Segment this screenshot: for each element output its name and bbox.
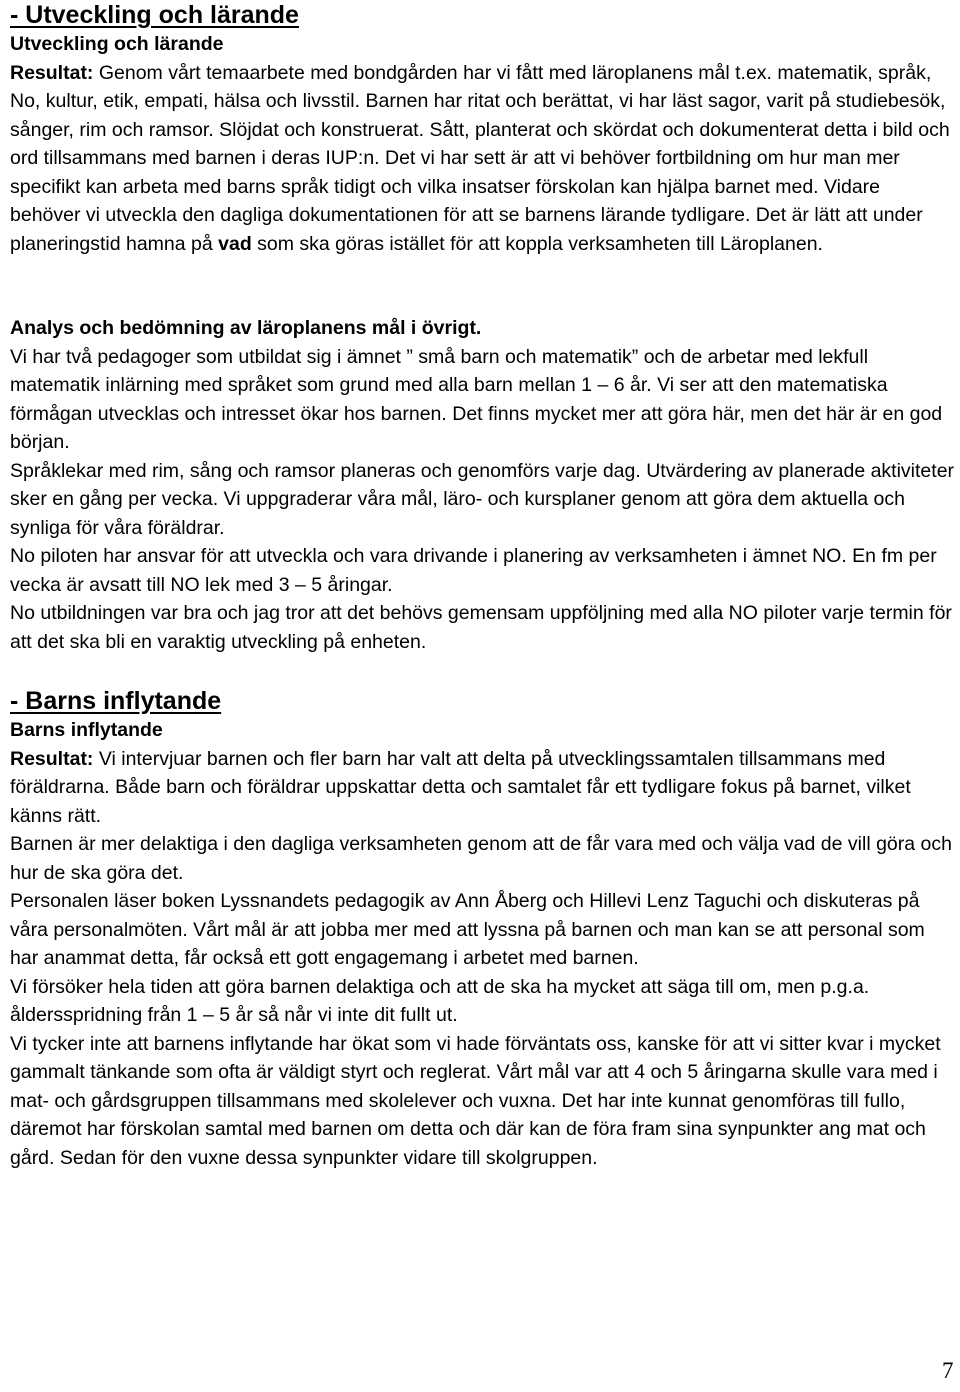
- analys-paragraph: No utbildningen var bra och jag tror att det behövs gemensam uppföljning med alla NO piloter varje termin för att det ska bli en varaktig utveckling på enheten.: [10, 602, 952, 653]
- page-number: 7: [942, 1358, 954, 1383]
- analys-paragraph: Språklekar med rim, sång och ramsor planeras och genomförs varje dag. Utvärdering av planerade aktiviteter sker en gång per vecka. Vi uppgraderar våra mål, läro- och kursplaner genom att göra dem aktuella och synliga för våra föräldrar.: [10, 459, 955, 539]
- section-heading-utveckling: - Utveckling och lärande: [10, 1, 299, 29]
- analys-paragraph: No piloten har ansvar för att utveckla och vara drivande i planering av verksamheten i ämnet NO. En fm per vecka är avsatt till NO lek med 3 – 5 åringar.: [10, 545, 937, 596]
- result-label: Resultat:: [10, 61, 94, 84]
- inflytande-paragraph: Vi tycker inte att barnens inflytande har ökat som vi hade förväntats oss, kanske för att vi sitter kvar i mycket gammalt tänkande som ofta är väldigt styrt och reglerat. Vårt mål var att 4 och 5 åringarna skulle vara med i mat- och gårdsgruppen tillsammans med skolelever och vuxna. Det har inte kunnat genomföras till fullo, däremot har förskolan samtal med barnen om detta och där kan de föra fram sina synpunkter ang mat och gård. Sedan för den vuxne dessa synpunkter vidare till skolgruppen.: [10, 1032, 941, 1169]
- section-analys: [10, 314, 955, 656]
- inflytande-paragraph: Vi försöker hela tiden att göra barnen delaktiga och att de ska ha mycket att säga till om, men p.g.a. åldersspridning från 1 – 5 år så når vi inte dit fullt ut.: [10, 975, 870, 1026]
- subheading-utveckling: Utveckling och lärande: [10, 33, 224, 55]
- section-heading-inflytande: - Barns inflytande: [10, 687, 222, 715]
- document-page: [10, 0, 955, 1172]
- result-text: Genom vårt temaarbete med bondgården har vi fått med läroplanens mål t.ex. matematik, språk, No, kultur, etik, empati, hälsa och livsstil. Barnen har ritat och berättat, vi har läst sagor, varit på studiebesök, sånger, rim och ramsor. Slöjdat och konstruerat. Sått, planterat och skördat och dokumenterat detta i bild och ord tillsammans med barnen i deras IUP:n. Det vi har sett är att vi behöver fortbildning om hur man mer specifikt kan arbeta med barns språk tidigt och vilka insatser förskolan kan hjälpa barnet med. Vidare behöver vi utveckla den dagliga dokumentationen för att se barnens lärande tydligare. Det är lätt att under planeringstid hamna på: [10, 61, 950, 255]
- result-paragraph-utveckling: [10, 59, 955, 259]
- analys-paragraph: Vi har två pedagoger som utbildat sig i ämnet ” små barn och matematik” och de arbetar med lekfull matematik inlärning med språket som grund med alla barn mellan 1 – 6 år. Vi ser att den matematiska förmågan utvecklas och intresset ökar hos barnen. Det finns mycket mer att göra här, men det här är en god början.: [10, 345, 943, 453]
- subheading-analys: Analys och bedömning av läroplanens mål i övrigt.: [10, 317, 482, 339]
- section-utveckling: [10, 0, 955, 258]
- result-text: Vi intervjuar barnen och fler barn har valt att delta på utvecklingssamtalen tillsammans med föräldrarna. Både barn och föräldrar uppskattar detta och samtalet får ett tydligare fokus på barnet, vilket känns rätt.: [10, 747, 911, 827]
- result-paragraph-inflytande: [10, 745, 955, 831]
- section-barns-inflytande: [10, 686, 955, 1172]
- inflytande-paragraph: Barnen är mer delaktiga i den dagliga verksamheten genom att de får vara med och välja vad de vill göra och hur de ska göra det.: [10, 833, 952, 884]
- subheading-inflytande: Barns inflytande: [10, 719, 163, 741]
- result-label: Resultat:: [10, 747, 94, 770]
- result-bold-word: vad: [218, 232, 252, 255]
- inflytande-paragraph: Personalen läser boken Lyssnandets pedagogik av Ann Åberg och Hillevi Lenz Taguchi och diskuteras på våra personalmöten. Vårt mål är att jobba mer med att lyssna på barnen och man kan se att personal som har anammat detta, får också ett gott engagemang i arbetet med barnen.: [10, 890, 925, 969]
- result-text-end: som ska göras istället för att koppla verksamheten till Läroplanen.: [251, 232, 823, 255]
